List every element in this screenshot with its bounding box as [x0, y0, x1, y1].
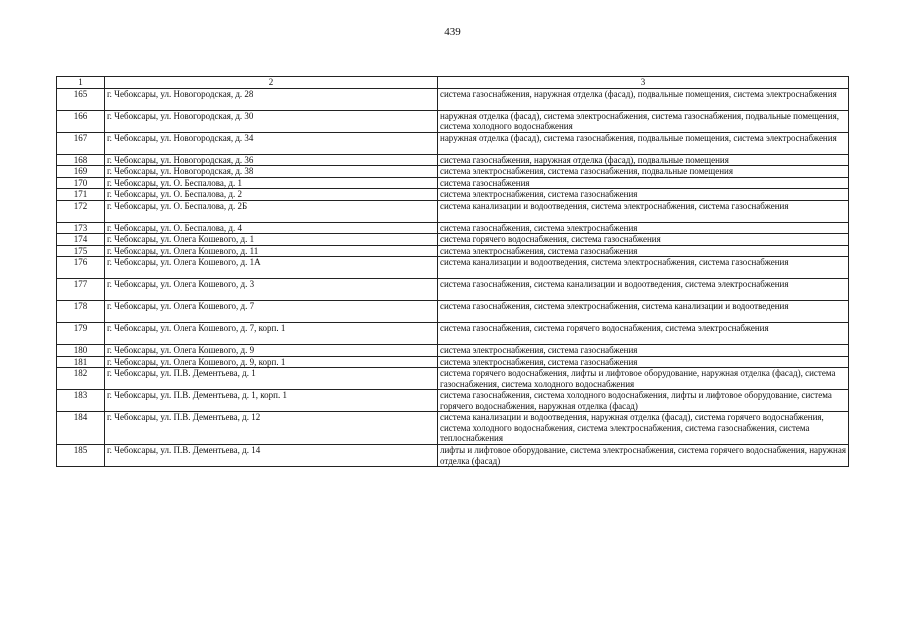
table-row	[57, 412, 849, 445]
row-systems-cell: система электроснабжения, система газоснабжения	[438, 189, 849, 201]
row-address-cell: г. Чебоксары, ул. Новогородская, д. 34	[105, 132, 438, 154]
table-row	[57, 222, 849, 234]
row-systems-cell: система горячего водоснабжения, лифты и лифтовое оборудование, наружная отделка (фасад), система газоснабжения, система холодного водоснабжения	[438, 368, 849, 390]
row-address-cell: г. Чебоксары, ул. П.В. Дементьева, д. 1, корп. 1	[105, 390, 438, 412]
table-row	[57, 154, 849, 166]
table-row	[57, 166, 849, 178]
row-systems-cell: наружная отделка (фасад), система электроснабжения, система газоснабжения, подвальные помещения, система холодного водоснабжения	[438, 110, 849, 132]
table-row	[57, 177, 849, 189]
row-systems-cell: система электроснабжения, система газоснабжения	[438, 356, 849, 368]
row-address-cell: г. Чебоксары, ул. Олега Кошевого, д. 1А	[105, 257, 438, 279]
row-number-cell: 172	[57, 200, 105, 222]
row-systems-cell: система газоснабжения	[438, 177, 849, 189]
table-row	[57, 368, 849, 390]
table-row	[57, 345, 849, 357]
row-systems-cell: система газоснабжения, система электроснабжения	[438, 222, 849, 234]
row-number-cell: 166	[57, 110, 105, 132]
row-number-cell: 173	[57, 222, 105, 234]
header-col-2: 2	[105, 77, 438, 89]
row-systems-cell: система газоснабжения, система электроснабжения, система канализации и водоотведения	[438, 301, 849, 323]
table-row	[57, 323, 849, 345]
row-systems-cell: система газоснабжения, система горячего водоснабжения, система электроснабжения	[438, 323, 849, 345]
table-row	[57, 301, 849, 323]
row-systems-cell: система газоснабжения, наружная отделка (фасад), подвальные помещения, система электроснабжения	[438, 88, 849, 110]
row-address-cell: г. Чебоксары, ул. Олега Кошевого, д. 9, корп. 1	[105, 356, 438, 368]
table-row	[57, 257, 849, 279]
row-systems-cell: система электроснабжения, система газоснабжения	[438, 345, 849, 357]
row-number-cell: 176	[57, 257, 105, 279]
row-systems-cell: система газоснабжения, система холодного водоснабжения, лифты и лифтовое оборудование, система горячего водоснабжения, наружная отделка (фасад)	[438, 390, 849, 412]
row-address-cell: г. Чебоксары, ул. О. Беспалова, д. 1	[105, 177, 438, 189]
registry-table-body	[57, 77, 849, 467]
row-number-cell: 171	[57, 189, 105, 201]
row-systems-cell: система газоснабжения, система канализации и водоотведения, система электроснабжения	[438, 279, 849, 301]
row-address-cell: г. Чебоксары, ул. О. Беспалова, д. 2	[105, 189, 438, 201]
table-row	[57, 356, 849, 368]
row-address-cell: г. Чебоксары, ул. Новогородская, д. 36	[105, 154, 438, 166]
row-systems-cell: система электроснабжения, система газоснабжения	[438, 245, 849, 257]
row-address-cell: г. Чебоксары, ул. Олега Кошевого, д. 7, корп. 1	[105, 323, 438, 345]
row-number-cell: 182	[57, 368, 105, 390]
row-number-cell: 177	[57, 279, 105, 301]
row-number-cell: 170	[57, 177, 105, 189]
row-address-cell: г. Чебоксары, ул. Олега Кошевого, д. 3	[105, 279, 438, 301]
row-address-cell: г. Чебоксары, ул. П.В. Дементьева, д. 1	[105, 368, 438, 390]
row-address-cell: г. Чебоксары, ул. Олега Кошевого, д. 11	[105, 245, 438, 257]
row-number-cell: 180	[57, 345, 105, 357]
table-row	[57, 445, 849, 467]
row-number-cell: 178	[57, 301, 105, 323]
table-row	[57, 234, 849, 246]
table-row	[57, 110, 849, 132]
row-address-cell: г. Чебоксары, ул. Новогородская, д. 38	[105, 166, 438, 178]
row-address-cell: г. Чебоксары, ул. Олега Кошевого, д. 9	[105, 345, 438, 357]
row-systems-cell: система газоснабжения, наружная отделка (фасад), подвальные помещения	[438, 154, 849, 166]
row-systems-cell: система канализации и водоотведения, система электроснабжения, система газоснабжения	[438, 257, 849, 279]
table-row	[57, 132, 849, 154]
row-number-cell: 181	[57, 356, 105, 368]
row-number-cell: 183	[57, 390, 105, 412]
row-number-cell: 168	[57, 154, 105, 166]
row-systems-cell: система канализации и водоотведения, система электроснабжения, система газоснабжения	[438, 200, 849, 222]
row-number-cell: 179	[57, 323, 105, 345]
row-number-cell: 167	[57, 132, 105, 154]
row-number-cell: 184	[57, 412, 105, 445]
row-number-cell: 174	[57, 234, 105, 246]
page-number: 439	[444, 26, 461, 38]
table-row	[57, 189, 849, 201]
row-address-cell: г. Чебоксары, ул. О. Беспалова, д. 4	[105, 222, 438, 234]
row-systems-cell: система канализации и водоотведения, наружная отделка (фасад), система горячего водоснабжения, система холодного водоснабжения, система электроснабжения, система газоснабжения, система теплоснабжения	[438, 412, 849, 445]
table-row	[57, 200, 849, 222]
row-number-cell: 169	[57, 166, 105, 178]
row-address-cell: г. Чебоксары, ул. Новогородская, д. 30	[105, 110, 438, 132]
row-address-cell: г. Чебоксары, ул. Новогородская, д. 28	[105, 88, 438, 110]
row-number-cell: 185	[57, 445, 105, 467]
table-row	[57, 279, 849, 301]
table-row	[57, 88, 849, 110]
row-systems-cell: система электроснабжения, система газоснабжения, подвальные помещения	[438, 166, 849, 178]
row-systems-cell: лифты и лифтовое оборудование, система электроснабжения, система горячего водоснабжения, наружная отделка (фасад)	[438, 445, 849, 467]
table-row	[57, 245, 849, 257]
row-number-cell: 175	[57, 245, 105, 257]
row-address-cell: г. Чебоксары, ул. Олега Кошевого, д. 1	[105, 234, 438, 246]
table-header-row	[57, 77, 849, 89]
row-address-cell: г. Чебоксары, ул. П.В. Дементьева, д. 12	[105, 412, 438, 445]
row-address-cell: г. Чебоксары, ул. О. Беспалова, д. 2Б	[105, 200, 438, 222]
row-address-cell: г. Чебоксары, ул. П.В. Дементьева, д. 14	[105, 445, 438, 467]
registry-table	[56, 76, 849, 467]
header-col-1: 1	[57, 77, 105, 89]
header-col-3: 3	[438, 77, 849, 89]
row-systems-cell: система горячего водоснабжения, система газоснабжения	[438, 234, 849, 246]
row-number-cell: 165	[57, 88, 105, 110]
table-row	[57, 390, 849, 412]
row-address-cell: г. Чебоксары, ул. Олега Кошевого, д. 7	[105, 301, 438, 323]
row-systems-cell: наружная отделка (фасад), система газоснабжения, подвальные помещения, система электроснабжения	[438, 132, 849, 154]
